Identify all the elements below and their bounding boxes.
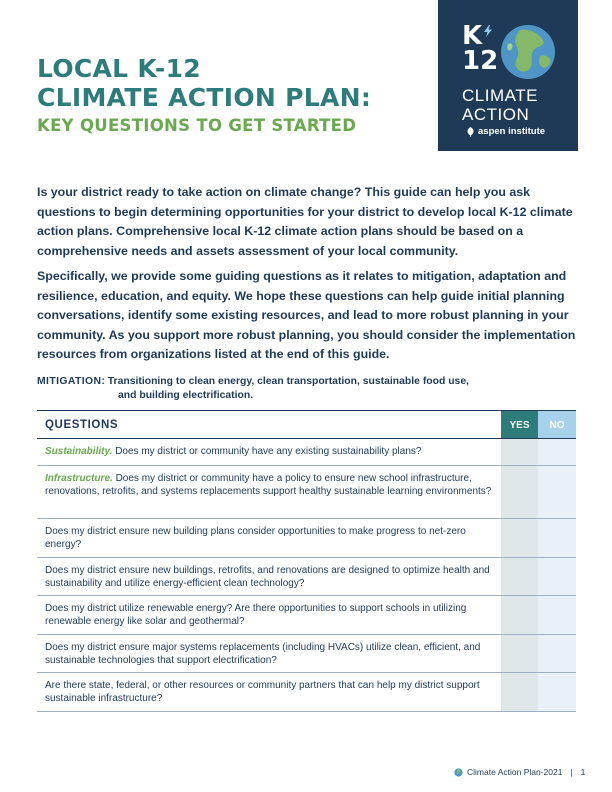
no-checkbox-cell[interactable] [538, 519, 576, 557]
mitigation-desc-line-1: : Transitioning to clean energy, clean transportation, sustainable food use, [101, 376, 470, 387]
logo-climate: CLIMATE [462, 86, 538, 105]
question-cell [37, 466, 501, 518]
table-row [37, 519, 576, 558]
table-header-row [37, 411, 576, 439]
no-header: NO [538, 411, 576, 438]
k12-climate-action-logo [438, 0, 578, 151]
intro-paragraph-2: Specifically, we provide some guiding questions as it relates to mitigation, adaptation and resilience, education, and equity. We hope these questions can help guide initial planning conversations, identify some existing resources, and lead to more robust planning in your community. As you support more robust planning, you should consider the implementation resources from organizations listed at the end of this guide. [37, 269, 576, 361]
yes-checkbox-cell[interactable] [501, 635, 538, 672]
yes-header: YES [501, 411, 538, 438]
globe-small-icon [454, 768, 463, 777]
no-checkbox-cell[interactable] [538, 466, 576, 518]
logo-k: K [462, 21, 483, 51]
yes-checkbox-cell[interactable] [501, 596, 538, 634]
logo-climate-action-text [462, 86, 538, 124]
page-footer [454, 767, 585, 777]
logo-action: ACTION [462, 105, 530, 124]
aspen-institute-label: aspen institute [478, 126, 546, 137]
aspen-institute-mark [466, 126, 545, 137]
question-lead: Sustainability. [45, 446, 113, 457]
yes-checkbox-cell[interactable] [501, 439, 538, 465]
table-row [37, 439, 576, 466]
page-number: 1 [580, 767, 586, 777]
yes-checkbox-cell[interactable] [501, 466, 538, 518]
subtitle: KEY QUESTIONS TO GET STARTED [37, 116, 357, 135]
question-text: Does my district or community have a policy to ensure new school infrastructure, renovations, retrofits, and systems replacements support healthy sustainable learning environments? [45, 473, 492, 497]
question-text: Does my district ensure new building plans consider opportunities to make progress to net-zero energy? [45, 526, 466, 550]
yes-checkbox-cell[interactable] [501, 558, 538, 595]
title-line-2: CLIMATE ACTION PLAN: [37, 83, 372, 112]
no-checkbox-cell[interactable] [538, 596, 576, 634]
footer-label: Climate Action Plan-2021 [467, 767, 563, 777]
mitigation-desc-line-2: and building electrification. [118, 390, 254, 401]
question-text: Does my district ensure new buildings, retrofits, and renovations are designed to optimize health and sustainability and utilize energy-efficient clean technology? [45, 565, 490, 589]
intro-paragraph-1: Is your district ready to take action on climate change? This guide can help you ask questions to begin determining opportunities for your district to develop local K-12 climate action plans. Comprehensive local K-12 climate action plans should be based on a comprehensive needs and assets assessment of your local community. [37, 185, 573, 258]
question-lead: Infrastructure. [45, 473, 113, 484]
logo-k12-text [462, 21, 499, 76]
yes-checkbox-cell[interactable] [501, 673, 538, 711]
question-text: Does my district ensure major systems replacements (including HVACs) utilize clean, efficient, and sustainable technologies that support electrification? [45, 642, 481, 666]
question-cell [37, 635, 501, 672]
question-cell [37, 673, 501, 711]
table-row [37, 466, 576, 519]
mitigation-heading [37, 375, 577, 403]
no-checkbox-cell[interactable] [538, 439, 576, 465]
no-checkbox-cell[interactable] [538, 673, 576, 711]
lightning-icon [483, 25, 493, 37]
table-row [37, 673, 576, 712]
question-cell [37, 439, 501, 465]
footer-separator: | [570, 767, 573, 777]
question-cell [37, 519, 501, 557]
yes-checkbox-cell[interactable] [501, 519, 538, 557]
questions-table [37, 410, 576, 712]
globe-icon [500, 24, 556, 80]
no-checkbox-cell[interactable] [538, 635, 576, 672]
title-line-1: LOCAL K-12 [37, 54, 201, 83]
table-row [37, 635, 576, 673]
table-row [37, 558, 576, 596]
intro-text [37, 183, 577, 371]
page-title [37, 54, 427, 136]
question-text: Are there state, federal, or other resources or community partners that can help my district support sustainable infrastructure? [45, 680, 480, 704]
questions-header: QUESTIONS [45, 419, 119, 431]
aspen-leaf-icon [466, 127, 475, 137]
logo-12: 12 [462, 46, 499, 76]
question-text: Does my district or community have any existing sustainability plans? [112, 446, 422, 457]
question-cell [37, 596, 501, 634]
no-checkbox-cell[interactable] [538, 558, 576, 595]
mitigation-label: MITIGATION [37, 376, 102, 387]
question-cell [37, 558, 501, 595]
table-row [37, 596, 576, 635]
question-text: Does my district utilize renewable energy? Are there opportunities to support schools in utilizing renewable energy like solar and geothermal? [45, 603, 467, 627]
